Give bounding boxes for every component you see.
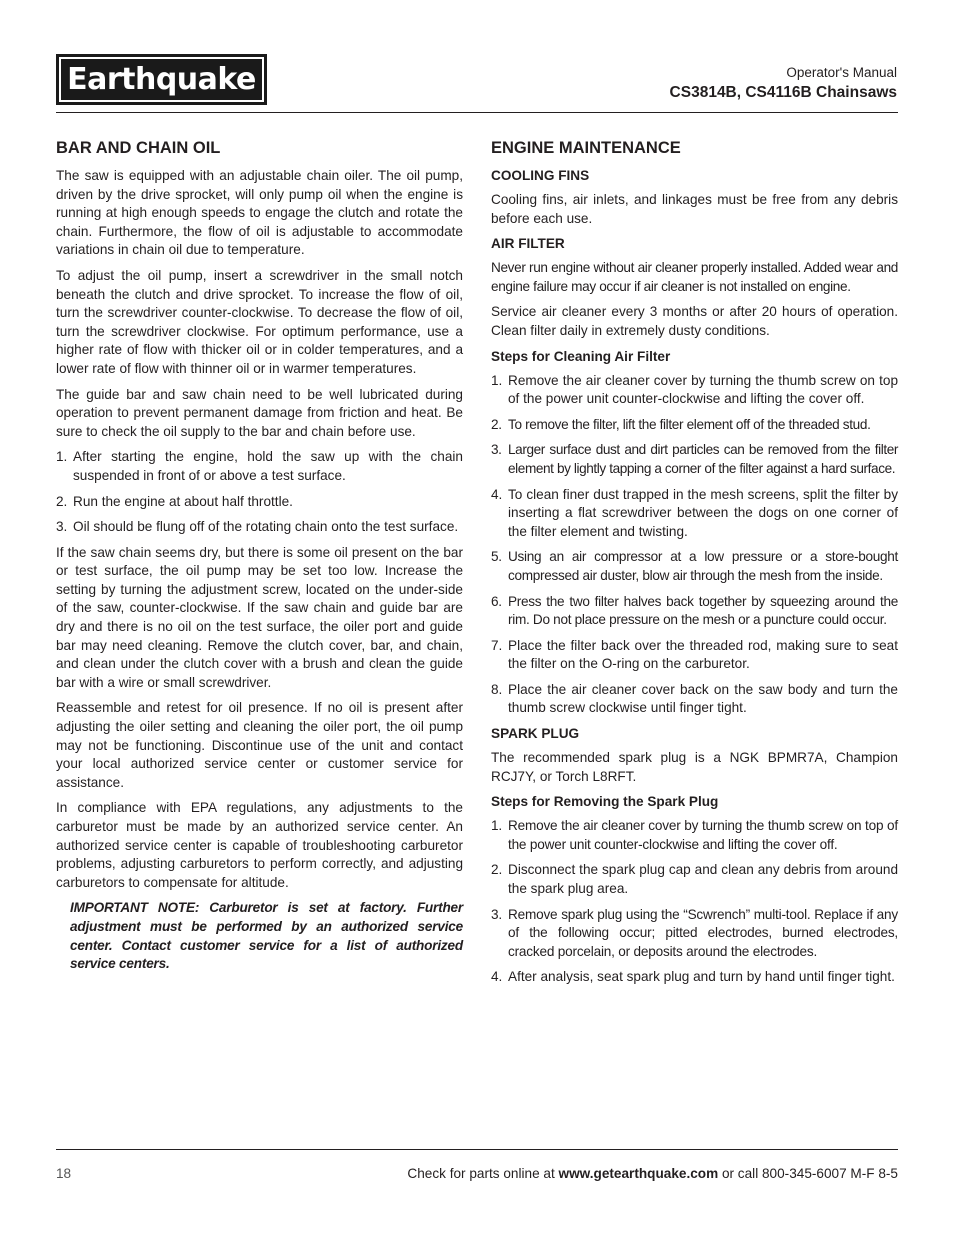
paragraph: Cooling fins, air inlets, and linkages must be free from any debris before each use. [491,192,898,226]
list-item: 4. To clean finer dust trapped in the mesh screens, split the filter by inserting a flat screwdriver between the dogs on one corner of the filter element and twisting. [491,486,898,539]
list-item: 5. Using an air compressor at a low pressure or a store-bought compressed air duster, blow air through the mesh from the inside. [491,549,898,583]
paragraph: In compliance with EPA regulations, any adjustments to the carburetor must be made by an authorized service center. An authorized service center is capable of troubleshooting carburetor problems, adjusting carburetors to perform correctly, and adjusting carburetors to compensate for altitude. [56,800,463,890]
list-item: 2. To remove the filter, lift the filter element off of the threaded stud. [491,416,871,432]
subsection-title-air-filter: AIR FILTER [491,236,565,252]
paragraph: Service air cleaner every 3 months or after 20 hours of operation. Clean filter daily in extremely dusty conditions. [491,304,898,338]
right-column [491,137,898,994]
website-link[interactable]: www.getearthquake.com [558,1166,719,1181]
brand-logo-frame [59,57,264,102]
list-item: 8. Place the air cleaner cover back on the saw body and turn the thumb screw clockwise until finger tight. [491,681,898,716]
section-title-engine-maintenance: ENGINE MAINTENANCE [491,139,681,157]
list-item: 1. Remove the air cleaner cover by turning the thumb screw on top of the power unit counter-clockwise and lifting the cover off. [491,818,898,852]
air-filter-steps [491,372,898,719]
brand-logo [56,54,267,105]
list-item: 2. Disconnect the spark plug cap and clean any debris from around the spark plug area. [491,862,898,897]
steps-title-spark-plug: Steps for Removing the Spark Plug [491,794,719,810]
spark-plug-steps [491,817,898,987]
model-line: CS3814B, CS4116B Chainsaws [669,84,897,101]
manual-label: Operator's Manual [786,65,897,80]
paragraph: Reassemble and retest for oil presence. If no oil is present after adjusting the oiler setting and cleaning the oiler port, the oil pump may not be functioning. Discontinue use of the unit and contact your local authorized service center or customer service for assistance. [56,700,463,790]
page-number: 18 [56,1166,72,1181]
paragraph: The recommended spark plug is a NGK BPMR7A, Champion RCJ7Y, or Torch L8RFT. [491,750,898,784]
list-item: 6. Press the two filter halves back together by squeezing around the rim. Do not place pressure on the mesh or a puncture could occur. [491,593,898,628]
list-item: 3. Remove spark plug using the “Scwrench” multi-tool. Replace if any of the following occur; pitted electrodes, burned electrodes, cracked porcelain, or deposits around the electrodes. [491,906,898,959]
steps-title-air-filter: Steps for Cleaning Air Filter [491,348,671,364]
subsection-title-cooling-fins: COOLING FINS [491,168,590,183]
paragraph: Never run engine without air cleaner properly installed. Added wear and engine failure may occur if air cleaner is not installed on engine. [491,260,898,294]
list-item: 3. Oil should be flung off of the rotating chain onto the test surface. [56,519,459,535]
oil-test-steps [56,448,463,536]
list-item: 3. Larger surface dust and dirt particles can be removed from the filter element by lightly tapping a corner of the filter against a hard surface. [491,442,898,476]
list-item: 4. After analysis, seat spark plug and turn by hand until finger tight. [491,969,895,985]
left-column [56,137,463,974]
paragraph: The guide bar and saw chain need to be well lubricated during operation to prevent permanent damage from friction and heat. Be sure to check the oil supply to the bar and chain before use. [56,386,463,439]
paragraph: The saw is equipped with an adjustable chain oiler. The oil pump, driven by the drive sprocket, will only pump oil when the engine is running at high enough speeds to engage the clutch and rotate the chain. Furthermore, the flow of oil is adjustable to accommodate variations in chain oil due to temperature. [56,168,463,258]
list-item: 1. Remove the air cleaner cover by turning the thumb screw on top of the power unit counter-clockwise and lifting the cover off. [491,372,898,407]
footer-divider [56,1149,898,1150]
brand-logo-text: Earthquake [67,61,256,97]
header-divider [56,112,898,113]
subsection-title-spark-plug: SPARK PLUG [491,726,580,742]
important-note: IMPORTANT NOTE: Carburetor is set at factory. Further adjustment must be performed by an authorized service center. Contact customer service for a list of authorized service centers. [70,900,463,972]
list-item: 1. After starting the engine, hold the saw up with the chain suspended in front of or above a test surface. [56,449,463,483]
list-item: 7. Place the filter back over the threaded rod, making sure to seat the filter on the O-ring on the carburetor. [491,637,898,672]
footer-contact: Check for parts online at www.getearthquake.com or call 800-345-6007 M-F 8-5 [407,1166,898,1181]
list-item: 2. Run the engine at about half throttle. [56,493,293,509]
paragraph: If the saw chain seems dry, but there is some oil present on the bar or test surface, the oil pump may be set too low. Increase the setting by turning the adjustment screw, located on the under-side of the saw, counter-clockwise. If the saw chain and guide bar are dry and there is no oil on the test surface, the oiler port and guide bar may need cleaning. Remove the clutch cover, bar, and chain, and clean under the clutch cover with a brush and clean the guide bar with a wire or small screwdriver. [56,544,463,690]
section-title-bar-chain-oil: BAR AND CHAIN OIL [56,139,221,157]
paragraph: To adjust the oil pump, insert a screwdriver in the small notch beneath the clutch and drive sprocket. To increase the flow of oil, turn the screwdriver counter-clockwise. To decrease the flow of oil, turn the screwdriver clockwise. For optimum performance, use a higher rate of flow with thicker oil or in colder temperatures, and a lower rate of flow with thinner oil or in warmer temperatures. [56,267,463,376]
header-info [670,64,897,104]
